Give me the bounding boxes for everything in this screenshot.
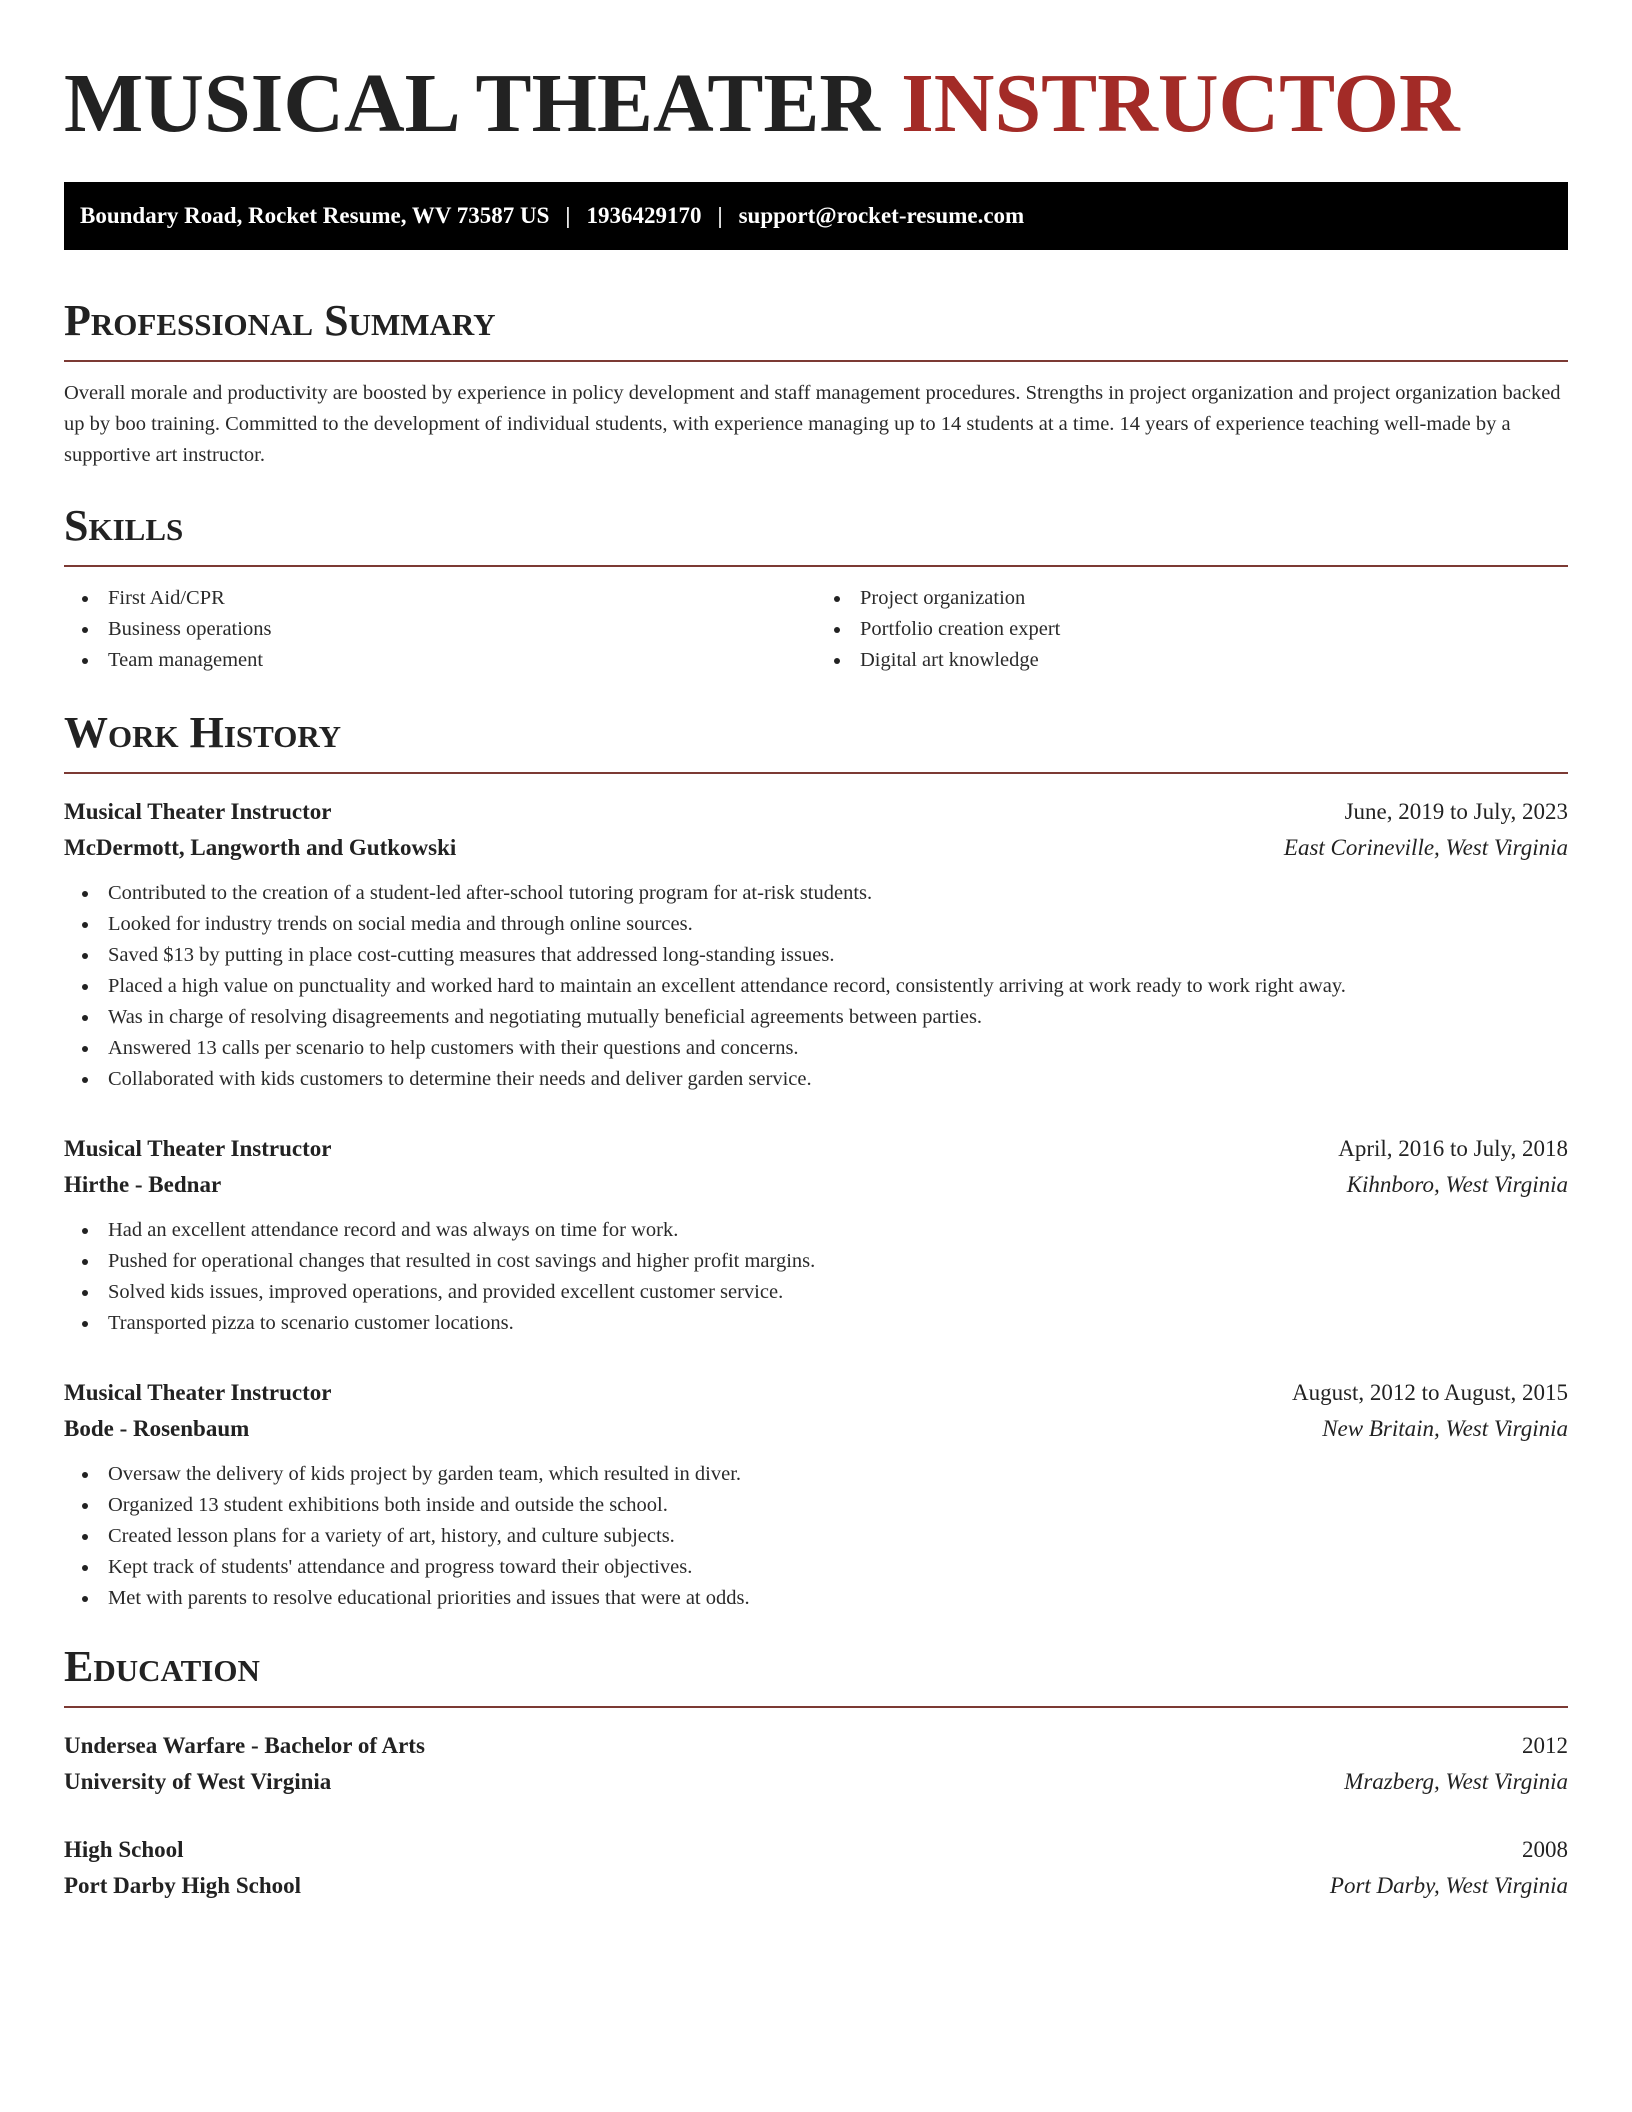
education-year: 2008 [1522,1837,1568,1862]
work-history-heading: Work History [64,708,1568,774]
contact-bar [64,182,1568,250]
contact-address: Boundary Road, Rocket Resume, WV 73587 US [80,203,550,228]
job-bullet: Looked for industry trends on social media and through online sources. [108,909,1568,940]
title-role: MUSICAL THEATER [64,57,881,150]
job-company-row [64,1411,1568,1447]
job-bullet: Collaborated with kids customers to determine their needs and deliver garden service. [108,1064,1568,1095]
job-bullet: Placed a high value on punctuality and worked hard to maintain an excellent attendance record, consistently arriving at work ready to work right away. [108,971,1568,1002]
skills-heading: Skills [64,501,1568,567]
education-year: 2012 [1522,1733,1568,1758]
education-degree-row [64,1832,1568,1868]
job-title: Musical Theater Instructor [64,799,332,824]
job-bullets [64,1215,1568,1339]
education-degree-row [64,1728,1568,1764]
summary-heading: Professional Summary [64,296,1568,362]
skill-item: Portfolio creation expert [860,614,1568,645]
job-bullet: Organized 13 student exhibitions both inside and outside the school. [108,1490,1568,1521]
job-bullet: Met with parents to resolve educational priorities and issues that were at odds. [108,1583,1568,1614]
job-bullets [64,1459,1568,1614]
education-heading: Education [64,1642,1568,1708]
skills-list-left [64,583,816,676]
job-bullet: Had an excellent attendance record and was always on time for work. [108,1215,1568,1246]
skill-item: Team management [108,645,816,676]
job-bullet: Was in charge of resolving disagreements and negotiating mutually beneficial agreements between parties. [108,1002,1568,1033]
education-degree: Undersea Warfare - Bachelor of Arts [64,1733,425,1758]
skills-grid [64,583,1568,676]
job-bullets [64,878,1568,1095]
skills-section [64,501,1568,676]
job-company-row [64,1167,1568,1203]
job-entry [64,1375,1568,1614]
job-title: Musical Theater Instructor [64,1136,332,1161]
job-bullet: Solved kids issues, improved operations, and provided excellent customer service. [108,1277,1568,1308]
summary-text: Overall morale and productivity are boosted by experience in policy development and staff management procedures. Strengths in project organization and project organization backed up by boo training. Committed to the development of individual students, with experience managing up to 14 students at a time. 14 years of experience teaching well-made by a supportive art instructor. [64,382,1561,466]
job-dates: April, 2016 to July, 2018 [1338,1136,1568,1161]
job-company-row [64,830,1568,866]
job-bullet: Saved $13 by putting in place cost-cutting measures that addressed long-standing issues. [108,940,1568,971]
contact-phone: 1936429170 [586,203,702,228]
job-entry [64,794,1568,1095]
skill-item: Business operations [108,614,816,645]
title-role-accent: INSTRUCTOR [901,57,1460,150]
skill-item: Digital art knowledge [860,645,1568,676]
job-title-row [64,1375,1568,1411]
contact-separator: | [717,203,723,228]
job-dates: June, 2019 to July, 2023 [1344,799,1568,824]
job-location: Kihnboro, West Virginia [1346,1172,1568,1197]
education-location: Port Darby, West Virginia [1329,1873,1568,1898]
skills-list-right [816,583,1568,676]
education-school: Port Darby High School [64,1873,302,1898]
work-history-section [64,708,1568,1614]
education-school: University of West Virginia [64,1769,332,1794]
job-entry [64,1131,1568,1339]
job-bullet: Oversaw the delivery of kids project by garden team, which resulted in diver. [108,1459,1568,1490]
job-bullet: Created lesson plans for a variety of art, history, and culture subjects. [108,1521,1568,1552]
education-school-row [64,1868,1568,1904]
contact-email: support@rocket-resume.com [738,203,1025,228]
job-title: Musical Theater Instructor [64,1380,332,1405]
job-company: McDermott, Langworth and Gutkowski [64,835,457,860]
education-location: Mrazberg, West Virginia [1344,1769,1568,1794]
job-bullet: Transported pizza to scenario customer locations. [108,1308,1568,1339]
education-degree: High School [64,1837,184,1862]
job-title-row [64,794,1568,830]
resume-title [64,58,1568,150]
summary-section [64,296,1568,471]
contact-separator: | [565,203,571,228]
education-school-row [64,1764,1568,1800]
education-entry [64,1832,1568,1904]
job-location: East Corineville, West Virginia [1283,835,1568,860]
skill-item: Project organization [860,583,1568,614]
skill-item: First Aid/CPR [108,583,816,614]
education-entry [64,1728,1568,1800]
job-bullet: Kept track of students' attendance and progress toward their objectives. [108,1552,1568,1583]
job-location: New Britain, West Virginia [1322,1416,1568,1441]
job-bullet: Pushed for operational changes that resulted in cost savings and higher profit margins. [108,1246,1568,1277]
job-dates: August, 2012 to August, 2015 [1291,1380,1568,1405]
job-bullet: Answered 13 calls per scenario to help customers with their questions and concerns. [108,1033,1568,1064]
job-company: Hirthe - Bednar [64,1172,222,1197]
job-company: Bode - Rosenbaum [64,1416,250,1441]
education-section [64,1642,1568,1904]
job-title-row [64,1131,1568,1167]
job-bullet: Contributed to the creation of a student-led after-school tutoring program for at-risk students. [108,878,1568,909]
